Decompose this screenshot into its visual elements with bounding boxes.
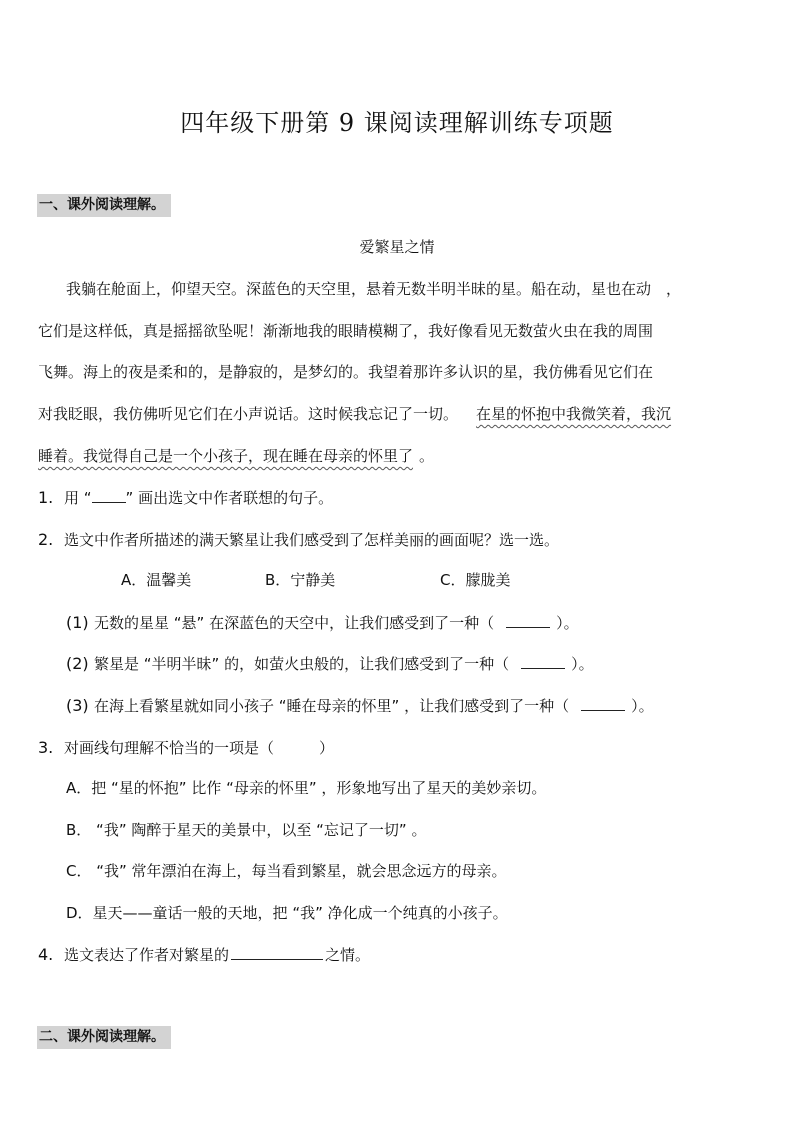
question-4-blank[interactable]: [231, 945, 323, 960]
sub-question-2-number: (2): [66, 654, 89, 673]
question-1-post: ” 画出选文中作者联想的句子。: [125, 489, 334, 507]
question-3-number: 3.: [38, 738, 54, 757]
question-4: [38, 944, 370, 965]
question-1-number: 1.: [38, 488, 54, 507]
choice-d[interactable]: D．星天——童话一般的天地，把 “我” 净化成一个纯真的小孩子。: [66, 904, 508, 922]
sub-question-1-blank[interactable]: [506, 613, 550, 628]
page-title: 四年级下册第 9 课阅读理解训练专项题: [180, 109, 614, 137]
passage-line-4: [38, 403, 671, 424]
underlined-sentence-part-2: 睡着。我觉得自己是一个小孩子，现在睡在母亲的怀里了: [38, 447, 414, 465]
question-1-pre: 用 “: [64, 489, 92, 507]
sub-question-3-post: ）。: [631, 697, 654, 715]
option-c[interactable]: C．朦胧美: [440, 571, 511, 589]
section-header-2: 二、课外阅读理解。: [37, 1026, 171, 1049]
sub-question-2: [66, 653, 594, 674]
question-1: [38, 487, 333, 508]
option-b[interactable]: B．宁静美: [265, 571, 336, 589]
choice-b[interactable]: B． “我” 陶醉于星天的美景中，以至 “忘记了一切” 。: [66, 821, 427, 839]
passage-line-4-text: 对我眨眼，我仿佛听见它们在小声说话。这时候我忘记了一切。: [38, 405, 459, 423]
sub-question-3-blank[interactable]: [581, 696, 625, 711]
choice-c[interactable]: C． “我” 常年漂泊在海上，每当看到繁星，就会思念远方的母亲。: [66, 862, 507, 880]
question-1-blank[interactable]: [92, 488, 126, 503]
sub-question-1-text: 无数的星星 “悬” 在深蓝色的天空中，让我们感受到了一种（: [94, 614, 495, 632]
sub-question-1-post: ）。: [556, 614, 579, 632]
passage-line-1: 我躺在舱面上，仰望天空。深蓝色的天空里，悬着无数半明半昧的星。船在动，星也在动 ，: [66, 280, 682, 298]
sub-question-2-text: 繁星是 “半明半昧” 的，如萤火虫般的，让我们感受到了一种（: [94, 655, 510, 673]
passage-title: 爱繁星之情: [359, 238, 435, 256]
option-a[interactable]: A．温馨美: [121, 571, 192, 589]
question-4-post: 之情。: [325, 946, 371, 964]
sub-question-2-blank[interactable]: [521, 654, 565, 669]
question-2-text: 选文中作者所描述的满天繁星让我们感受到了怎样美丽的画面呢？选一选。: [64, 531, 560, 549]
passage-line-5-tail: 。: [419, 447, 435, 465]
underlined-sentence-part-1: 在星的怀抱中我微笑着，我沉: [476, 405, 672, 423]
sub-question-3-number: (3): [66, 696, 89, 715]
sub-question-3-text: 在海上看繁星就如同小孩子 “睡在母亲的怀里” ，让我们感受到了一种（: [94, 697, 570, 715]
question-2-number: 2.: [38, 530, 54, 549]
sub-question-1: [66, 612, 579, 633]
passage-line-5: [38, 445, 434, 466]
question-2: [38, 529, 559, 550]
question-4-number: 4.: [38, 945, 54, 964]
passage-line-3: 飞舞。海上的夜是柔和的，是静寂的，是梦幻的。我望着那许多认识的星，我仿佛看见它们在: [38, 363, 654, 381]
choice-a[interactable]: A．把 “星的怀抱” 比作 “母亲的怀里” ，形象地写出了星天的美妙亲切。: [66, 779, 547, 797]
section-header-1: 一、课外阅读理解。: [37, 194, 171, 217]
sub-question-3: [66, 695, 654, 716]
sub-question-1-number: (1): [66, 613, 89, 632]
question-3-text: 对画线句理解不恰当的一项是（ ）: [64, 739, 335, 757]
question-3: [38, 737, 334, 758]
question-4-pre: 选文表达了作者对繁星的: [64, 946, 230, 964]
passage-line-2: 它们是这样低，真是摇摇欲坠呢！渐渐地我的眼睛模糊了，我好像看见无数萤火虫在我的周围: [38, 322, 654, 340]
sub-question-2-post: ）。: [571, 655, 594, 673]
